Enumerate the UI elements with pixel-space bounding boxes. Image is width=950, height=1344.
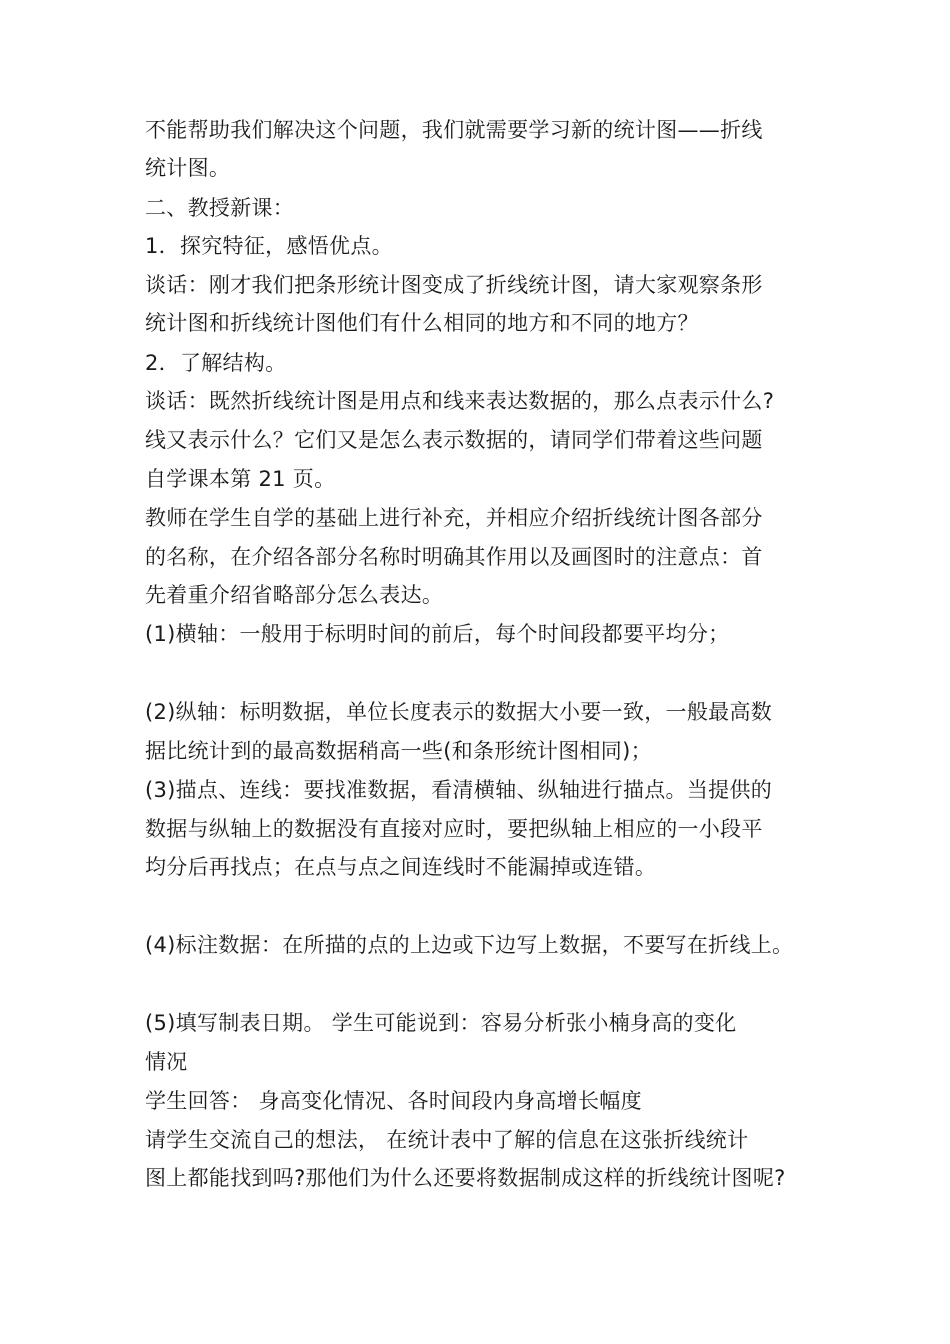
- list-item: (4)标注数据：在所描的点的上边或下边写上数据，不要写在折线上。: [145, 933, 794, 957]
- text-line: 自学课本第 21 页。: [145, 467, 336, 491]
- list-item: (5)填写制表日期。 学生可能说到：容易分析张小楠身高的变化: [145, 1011, 737, 1035]
- text-line: 线又表示什么？它们又是怎么表示数据的，请同学们带着这些问题: [145, 428, 763, 452]
- list-item: (1)横轴：一般用于标明时间的前后，每个时间段都要平均分；: [145, 622, 730, 646]
- text-line: 情况: [145, 1050, 188, 1074]
- section-heading: 二、教授新课：: [145, 196, 295, 220]
- text-line: 的名称，在介绍各部分名称时明确其作用以及画图时的注意点：首: [145, 545, 763, 569]
- subsection-heading: 1．探究特征，感悟优点。: [145, 234, 393, 258]
- list-item: (3)描点、连线：要找准数据，看清横轴、纵轴进行描点。当提供的: [145, 778, 773, 802]
- text-line: 不能帮助我们解决这个问题，我们就需要学习新的统计图——折线: [145, 118, 763, 142]
- list-item: (2)纵轴：标明数据，单位长度表示的数据大小要一致，一般最高数: [145, 700, 773, 724]
- text-line: 谈话：刚才我们把条形统计图变成了折线统计图，请大家观察条形: [145, 273, 763, 297]
- text-line: 请学生交流自己的想法， 在统计表中了解的信息在这张折线统计: [145, 1128, 749, 1152]
- text-line: 学生回答： 身高变化情况、各时间段内身高增长幅度: [145, 1089, 642, 1113]
- text-line: 教师在学生自学的基础上进行补充，并相应介绍折线统计图各部分: [145, 506, 763, 530]
- text-line: 谈话：既然折线统计图是用点和线来表达数据的，那么点表示什么?: [145, 389, 775, 413]
- text-line: 数据与纵轴上的数据没有直接对应时，要把纵轴上相应的一小段平: [145, 817, 763, 841]
- text-line: 统计图。: [145, 156, 231, 180]
- text-line: 统计图和折线统计图他们有什么相同的地方和不同的地方？: [145, 311, 699, 335]
- subsection-heading: 2．了解结构。: [145, 351, 287, 375]
- text-line: 均分后再找点；在点与点之间连线时不能漏掉或连错。: [145, 855, 657, 879]
- text-line: 据比统计到的最高数据稍高一些(和条形统计图相同)；: [145, 739, 652, 763]
- text-line: 先着重介绍省略部分怎么表达。: [145, 583, 444, 607]
- text-line: 图上都能找到吗?那他们为什么还要将数据制成这样的折线统计图呢?: [145, 1166, 786, 1190]
